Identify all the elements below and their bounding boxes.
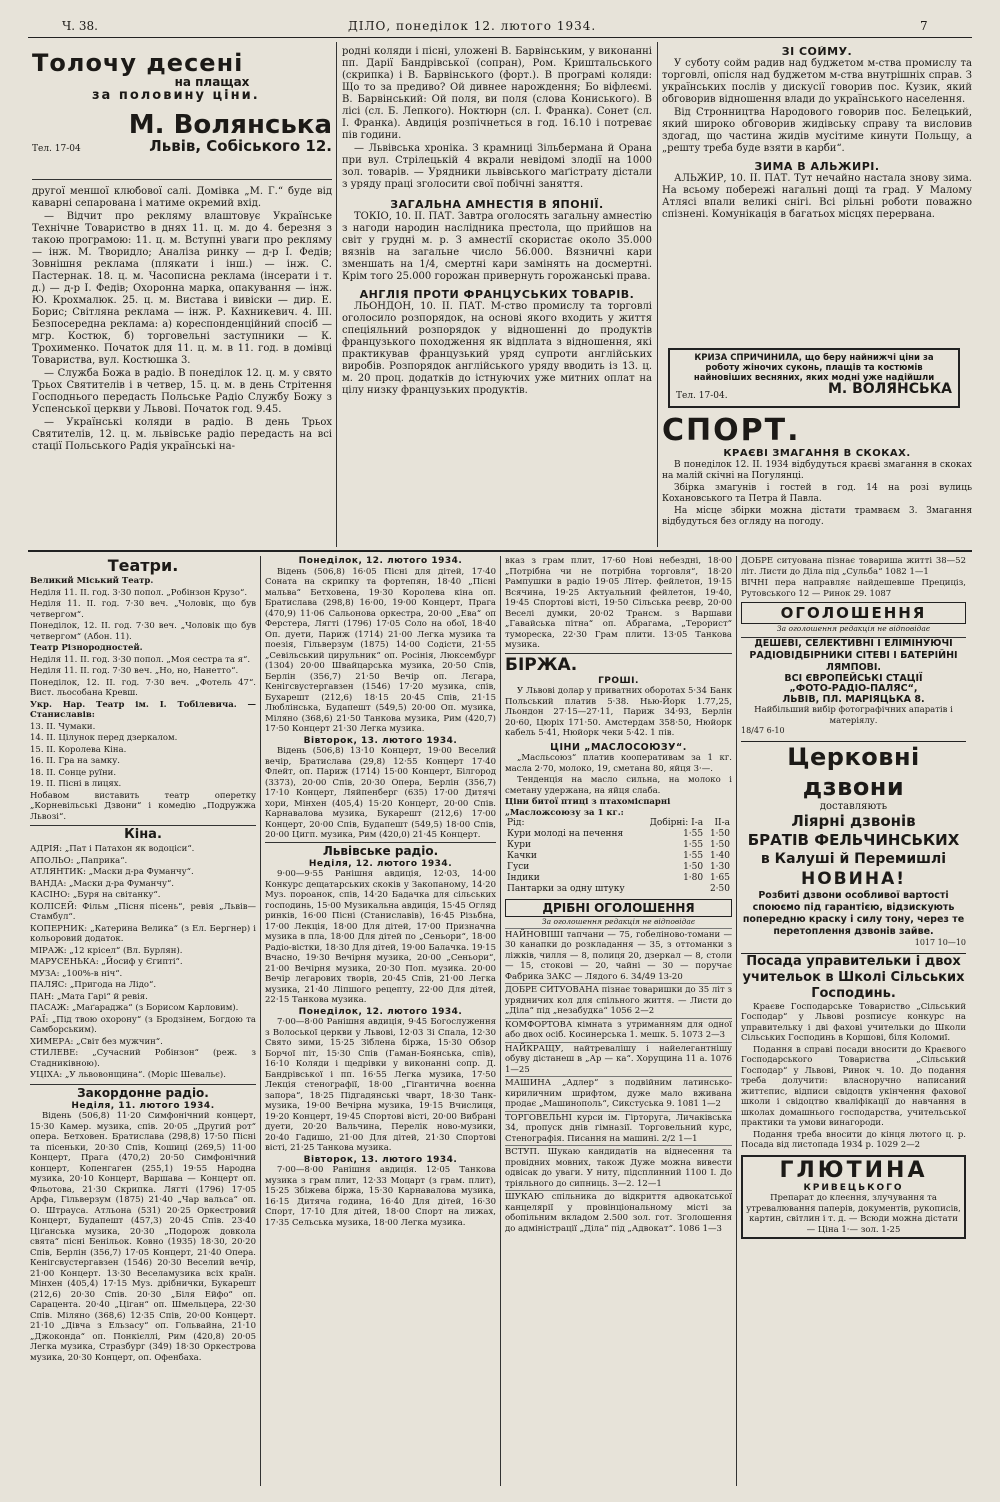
cinema-item: СТИЛЕВЕ: „Сучасний Робінзон“ (реж. з Стадниківною). xyxy=(30,1048,256,1069)
ad-volyanska-2 xyxy=(668,348,960,408)
glue-sub: КРИВЕЦЬКОГО xyxy=(803,1182,904,1193)
table-cell: 1·50 xyxy=(709,840,730,850)
table-cell: II-a xyxy=(714,818,730,828)
article-text: — Відчит про рекляму влаштовує Українське Технічне Товариство в днях 11. ц. м. до 4. березня з такою програмою: 11. ц. м. Вступні уваги про рекляму — інж. М. Творидло; Аналіза ринку — д-р І. Федів; Зовнішня реклама (плякати і інш.) — інж. С. Пастернак. 18. ц. м. Часописна реклама (інсерати і т. д.) — д-р І. Федів; Охоронна марка, опакування — інж. Ю. Крохмалюк. 25. ц. м. Вистава і вивіски — дир. Е. Борис; Світляна реклама — інж. Р. Кахникевич. 4. III. Безпосередна реклама: а) кореспонденційний спосіб — мгр. Костюк, б) торговельні заступники — К. Трохименко. Початок для 11. ц. м. в 11. год. в домівці Товариства, вул. Костюшка 3. xyxy=(32,211,332,366)
classified-item: ДОБРЕ ситуована пізнає товариша житті 38—52 літ. Листи до Діла під „Сульба“ 1082 1—1 xyxy=(741,556,966,577)
radio-program: Відень (506,8) 11·20 Симфонічний концерт, 15·30 Камер. музика, спів. 20·05 „Другий рот“ опера. Бетховен. Братислава (298,8) 17·50 Пісні та пісеньки, 20·30 Спів, Кошиці (269,5) 11·00 Концерт, Прага (470,2) 20·50 Симфонічний концерт, Копенгаген (255,1) 19·55 Народна музика, 20·10 Концерт, Варшава — Концерт оп. Фльотова, 21·30 Скрипка. Лягті (1796) 17·05 Арфа, Гільверзум (1875) 21·40 „Чар вальса“ оп. О. Штрауса. Атльона (531) 20·25 Оркестровий Концерт, Будапешт (457,3) 20·45 Спів. 23·40 Ціґанська музика, 20·30 „Подорож довкола свята“ пісні Бенільок. Ковно (1935) 18·30, 20·20 Спів, Берлін (356,7) 17·05 Концерт, 21·40 Опера. Кенігсвустергавзен (1546) 20·30 Веселий вечір, 21·00 Концерт. 13·30 Веселамузика всіх країн. Мінхен (405,4) 17·15 Муз. дрібнички, Букарешт (212,6) 20·30 Спів. 20·30 „Біля Ейфо“ оп. Сарацента. 20·40 „Ціган“ оп. Шмельцера, 22·30 Спів. Міляно (368,6) 12·35 Спів, 20·00 Концерт. 21·10 „Дівча з Ельзасу“ оп. Гольвайна, 21·10 „Джоконда“ оп. Понкієллі, Рим (420,8) 20·05 Легка музика, Стразбург (349) 18·30 Оркестрова музика, 20·30 Концерт, оп. Офенбаха. xyxy=(30,1111,256,1363)
column-rule xyxy=(657,42,658,547)
list-item: Неділя 11. II. год. 3·30 попол. „Моя сестра та я“. xyxy=(30,654,251,665)
prices-table xyxy=(505,818,732,895)
classified-item: ВІЧНІ пера направляє найдешевше Прециціз, Рутовського 12 — Ринок 29. 1087 xyxy=(741,578,966,599)
article-text: — Українські коляди в радіо. В день Трьох Святителів, 12. ц. м. львівське радіо передасть на всі стації Польського Радія українські на- xyxy=(32,417,332,452)
article-text: другої меншої клюбової салі. Домівка „М. Г.“ буде від каварні сепарована і матиме окремий вхід. xyxy=(32,186,332,209)
headline-algeria: ЗИМА В АЛЬЖИРІ. xyxy=(754,160,880,173)
table-cell: Індики xyxy=(507,873,540,883)
radio-day: Понеділок, 12. лютого 1934. xyxy=(298,1006,463,1017)
list-item: Театр Різнородностей. xyxy=(30,643,143,653)
table-cell: 1·65 xyxy=(709,873,730,883)
issue-number: Ч. 38. xyxy=(62,19,98,33)
classified-item: НАЙНОВІШІ тапчани — 75, гобеліново-томани — 30 канапки до розкладання — 35, з оттоманки з ліжків, чилля — 8, полиця 20, дзеркал — 8, столи — 15, стокові — 20, чайні — 30 — поручає Фабрика ЗАКС — Лядого 6. 34/49 13-20 xyxy=(505,929,732,982)
article-text: ТОКІО, 10. II. ПАТ. Завтра оголосять загальну амнестію з нагоди народин наслідника престола, що прийшов на світ у грудні м. р. З амнестії скористає около 35.000 вязнів на загальне число 56.000. Вязничні кари зменшать на 1/4, смертні кари замінять на досмертні. Крім того 25.000 горожан привернуть горожанські права. xyxy=(342,211,652,282)
job-text: Подання в справі посади вносити до Краєвого Господарського Товариства „Сільський Господар“ у Львові, Ринок ч. 10. До подання треба долучити: власноручно написаний життєпис, відписи свідоцтв укінчення фахової школи і свідоцтво кваліфікації до навчання в школах домашнього господарства, учительської практики та умови винагороди. xyxy=(741,1044,966,1128)
table-cell xyxy=(641,884,705,895)
column-rule xyxy=(500,556,501,1486)
list-item: 18. II. Сонце руїни. xyxy=(30,767,117,778)
article-text: — Служба Божа в радіо. В понеділок 12. ц. м. у свято Трьох Святителів і в четвер, 15. ц. м. в день Стрітення Господнього передасть Польське Радіо Службу Божу з Успенської церкви у Львові. Початок год. 9.45. xyxy=(32,368,332,415)
list-item: Неділя 11. II. год. 7·30 веч. „Но, но, Нанетто“. xyxy=(30,666,239,676)
exchange-sub: ГРОШІ. xyxy=(598,675,639,686)
table-cell: Пантарки за одну штуку xyxy=(507,884,625,894)
radio-palace-ad xyxy=(741,637,966,737)
article-text: В понеділок 12. II. 1934 відбудуться краєві змагання в скоках на малій скічні на Погулянці. xyxy=(662,460,972,481)
radio-program: 9·00—9·55 Ранішня авдиція, 12·03, 14·00 Конкурс дещатарських скоків у Закопаному, 14·20 Муз. пороанок, спів, 14·20 Бадачка для сільських господинь, 15·00 Музикальна авдиція, 15·45 Огляд ринків, 16·00 Пісні (Станиславів), 16·45 Різьбна, 17·00 Лекція, 18·00 Для дітей, 17·00 Призначна музика в пла, 18·00 Для дітей по „Сеньори“, 18·00 Радіо-вістки, 18·30 Для дітей, 19·00 Балачка. 19·15 Вчасно, 19·30 Вечірня музика, 20·00 „Сеньори“, 21·00 Вечірня музика, 20·30 Поп. музика. 20·00 Вечір легарових творів, 20·45 Спів, 21·00 Легка музика, 21·40 Ліпшого рецепту, 22·00 Для дітей, 22·15 Танкова музика. xyxy=(265,869,496,1005)
job-ad xyxy=(741,953,966,1151)
cinema-item: МАРУСЕНЬКА: „Йосиф у Єгипті“. xyxy=(30,957,183,967)
cinema-list xyxy=(30,844,256,1081)
classified-item: НАЙКРАЩУ, найтревалішу і найелегантнішу обуву дістанеш в „Ар — ка“. Хорущина 11 а. 1076 1—25 xyxy=(505,1043,732,1075)
list-item: Понеділок, 12. II. год. 7·30 веч. „Фотель 47“. Вист. льособана Кревш. xyxy=(30,677,256,698)
column-rule xyxy=(260,556,261,1486)
radio-column xyxy=(265,556,496,1486)
article-text: — Львівська хроніка. З крамниці Зільбермана й Орана при вул. Стрілецькій 4 вкрали невідомі злодії на 1000 зол. товарів. — Урядники львівського маґістрату дістали з уряду праці зголосити свої побічні заняття. xyxy=(342,143,652,190)
table-cell: 1·55 xyxy=(683,851,704,861)
article-text: Збірка змагунів і гостей в год. 14 на розі вулиць Кохановського та Петра й Павла. xyxy=(662,483,972,504)
table-cell: 1·55 xyxy=(683,829,704,839)
article-text: ЛЬОНДОН, 10. II. ПАТ. М-ство промислу та торговлі оголосило розпорядок, на основі якого входить у життя спеціяльний розпорядок у відношенні до продуктів французького походження як відплата з відношення, які практикував французький уряд супроти англійських виробів. Розпорядок англійського уряду вводить із 13. ц. м. 20 проц. додатків до істнуючих уже митних оплат на цілу низку французьких продуктів. xyxy=(342,301,652,396)
column-3 xyxy=(662,46,972,346)
market-column xyxy=(505,556,732,1486)
cinema-title: Кіна. xyxy=(30,825,256,844)
column-1 xyxy=(32,186,332,548)
table-row xyxy=(505,829,732,840)
bells-line: Ліярні дзвонів xyxy=(791,812,916,830)
ad-brand: М. Волянська xyxy=(128,110,332,140)
cinema-item: ПАЛЯС: „Пригода на Лідо“. xyxy=(30,980,157,990)
list-item: 13. II. Чумаки. xyxy=(30,721,96,732)
table-cell: Кури xyxy=(507,840,532,850)
cinema-item: РАЇ: „Під твою охорону“ (з Бродзінем, Богдою та Самборським). xyxy=(30,1014,256,1035)
bells-title: Церковні дзвони xyxy=(787,742,920,801)
table-cell: Качки xyxy=(507,851,537,861)
radio-program: Відень (506,8) 13·10 Концерт, 19·00 Веселий вечір, Братислава (29,8) 12·55 Концерт 17·40 Флейт, оп. Париж (1714) 15·00 Концерт, Білгород (3373), 20·00 Спів, 20·30 Опера, Берлін (356,7) 17·10 Концерт, Ляйпенберг (635) 17·00 Дитячі хори, Мінхен (405,4) 15·20 Концерт, 20·00 Спів. Карнавалова музика, Букарешт (212,6) 17·00 Концерт, 20·00 Спів, Будапешт (549,5) 18·00 Спів, 20·00 Цигп. музика, Рим (420,0) 21·45 Концерт. xyxy=(265,746,496,840)
prices-table-head: Ціни битої птиці з птахоміспарні „Масложсоюзу за 1 кг.: xyxy=(505,797,671,818)
glue-text: Препарат до клеєння, злучування та утревалювання паперів, документів, рукописів, картин, світлин і т. д. — Всюди можна дістати — Ціна 1·— зол. 1-25 xyxy=(746,1193,961,1235)
ad-address: ЛЬВІВ, ПЛ. МАРІЯЦЬКА 8. xyxy=(782,693,925,705)
table-row xyxy=(505,851,732,862)
bells-text: Розбиті дзвони особливої вартості споюємо під гарантією, відзискують попередню краску і силу тону, через те перетоплення дзвонів зайве. xyxy=(742,890,965,937)
theatres-title: Театри. xyxy=(107,556,179,575)
cinema-item: ПАН: „Мата Гарі“ й ревія. xyxy=(30,991,148,1002)
table-row xyxy=(505,862,732,873)
cinema-item: МУЗА: „100%-в ніч“. xyxy=(30,968,123,979)
classified-item: ШУКАЮ спільника до відкриття адвокатської канцелярії у провінціональному місті за обопільним вкладом 2.500 зол. гот. Зголошення до адміністрації „Діла“ під „Адвокат“. 1086 1—3 xyxy=(505,1192,732,1234)
ad-phone: Тел. 17-04 xyxy=(32,144,81,154)
list-item: 14. II. Цілунок перед дзеркалом. xyxy=(30,733,178,743)
table-header xyxy=(505,818,732,829)
table-cell: Добірні: I-a xyxy=(649,818,704,828)
table-row xyxy=(505,840,732,851)
table-row xyxy=(505,873,732,884)
column-rule xyxy=(736,556,737,1486)
column-2 xyxy=(342,46,652,546)
ad-phone: Тел. 17-04. xyxy=(676,391,728,401)
classified-item: ТОРГОВЕЛЬНІ курси ім. Гірторуга, Личаківська 34, пропуск днів гімназії. Торговельний курс, Стенографія. Писання на машині. 2/2 1—1 xyxy=(505,1112,732,1144)
article-text: На місце збірки можна дістати трамваєм 3. Змагання відбудуться без огляду на погоду. xyxy=(662,506,972,527)
list-item: Неділя 11. II. год. 7·30 веч. „Чоловік, що був четвергом“. xyxy=(30,599,256,620)
glue-title: ГЛЮТИНА xyxy=(779,1157,928,1183)
list-item: Неділя 11. II. год. 3·30 попол. „Робінзон Крузо“. xyxy=(30,587,248,598)
article-text: АЛЬЖИР, 10. II. ПАТ. Тут нечайно настала знову зима. На всьому побережі нагальні дощі та град. У Малому Атлясі впали великі снігі. Всі рільні роботи поважно спізнені. Комунікація в багатьох місцях перервана. xyxy=(662,173,972,220)
prices-text: „Масльсоюз“ платив кооперативам за 1 кг. масла 2·70, молоко, 19, сметана 80, яйця 3·—. xyxy=(505,753,732,774)
glue-ad xyxy=(741,1155,966,1240)
table-cell: 1·50 xyxy=(683,862,704,872)
list-item: Укр. Нар. Театр ім. І. Тобілевича. — Станиславів: xyxy=(30,699,256,720)
classified-item: ДОБРЕ СИТУОВАНА пізнає товаришки до 35 літ з урядничих кол для спільного життя. — Листи до „Діла“ під „незабудка“ 1056 2—2 xyxy=(505,985,732,1016)
article-text: У суботу сойм радив над буджетом м-ства промислу та торговлі, опісля над буджетом м-ства внутрішніх справ. З українських послів у дискусії говорив пос. Кузик, який обговорив відношення влади до українського населення. xyxy=(662,58,972,105)
radio-abroad-title: Закордонне радіо. xyxy=(30,1084,256,1101)
cinema-item: АПОЛЬО: „Паприка“. xyxy=(30,855,128,866)
lviv-radio-title: Львівське радіо. xyxy=(265,842,496,859)
sport-section xyxy=(662,414,972,548)
headline-sejm: ЗІ СОЙМУ. xyxy=(781,46,853,58)
classifieds-note: За оголошення редакція не відповідає xyxy=(541,917,696,926)
bells-line: БРАТІВ ФЕЛЬЧИНСЬКИХ xyxy=(747,831,960,849)
ad-number: 18/47 6-10 xyxy=(741,726,785,735)
job-title: Посада управительки і двох учительок в Школі Сільських Господинь. xyxy=(742,953,965,1001)
cinema-item: ХИМЕРА: „Світ без мужчин“. xyxy=(30,1036,163,1047)
article-text: родні коляди і пісні, уложені В. Барвінським, у виконанні пп. Дарії Бандрівської (сопран), Ром. Криштальського (скрипка) і В. Барвінського (форт.). В програмі коляди: Що то за предиво? Ой дивнее нарождення; Бо віфлеємі. В. Барвінський: Ой поля, ви поля (слова Кониського). В лісі (сл. Б. Лепкого). Ноктюрн (сл. І. Франка). Сонет (сл. І. Франка). Авдиція розпічнеться в год. 16.10 і потреває пів години. xyxy=(342,46,652,141)
article-text: Від Стронництва Народового говорив пос. Белецький, який широко обговорив жидівську справу та висловив здогад, що частина жидів мусітиме кинути Польщу, а „решту треба буде взяти в карби“. xyxy=(662,107,972,154)
table-cell: Гуси xyxy=(507,862,530,872)
cinema-item: АДРІЯ: „Пат і Патахон як водоціси“. xyxy=(30,844,195,854)
sport-title: СПОРТ. xyxy=(662,414,801,448)
ad-brand: „ФОТО-РАДІО-ПАЛЯС“, xyxy=(789,683,918,694)
cinema-item: ВАНДА: „Маски д-ра Фуманчу“. xyxy=(30,878,175,889)
bells-sub: доставляють xyxy=(819,800,888,812)
radio-program: Відень (506,8) 16·05 Пісні для дітей, 17·40 Соната на скрипку та фортепян, 18·40 „Пісні мальва“ Бетховена, 19·30 Королева кіна оп. Братислава (298,8) 16·00, 19·00 Концерт, Прага (470,9) 11·06 Сальонова оркестра, 20·00 „Ева“ оп Ферстера, Лягті (1796) 17·05 Соло на обої, 18·40 Оп. дуети, Париж (1714) 21·00 Легка музика та поезія, Гільверзум (1875) 14·00 Содісти, 21·55 „Севільський цирульник“ оп. Росінія, Люксембург (1304) 20·00 Швайцарська музика, 20·50 Спів, Берлін (356,7) 21·50 Вечір оп. Лєгара, Кенігсвустергавзен (1546) 17·20 музика, спів, Бухарешт (212,6) 18·15 20·45 Спів, 21·15 Люблінська, Будапешт (549,5) 20·00 Оп. музика, Міляно (368,6) 21·50 Танкова музика, Рим (420,7) 17·50 Концерт 21·30 Легка музика. xyxy=(265,566,496,734)
list-item: Великий Міський Театр. xyxy=(30,576,154,586)
headline-england: АНГЛІЯ ПРОТИ ФРАНЦУСЬКИХ ТОВАРІВ. xyxy=(359,288,635,301)
table-cell: 1·80 xyxy=(683,873,704,883)
ad-number: 1017 10—10 xyxy=(914,938,966,947)
list-item: 15. II. Королева Кіна. xyxy=(30,744,127,755)
table-cell: Рід: xyxy=(507,818,525,828)
cinema-item: ПАСАЖ: „Маґараджа“ (з Борисом Карловим). xyxy=(30,1003,239,1013)
table-cell: 1·30 xyxy=(709,862,730,872)
prices-text: Тенденція на масло сильна, на молоко і сметану удержана, на яйця слаба. xyxy=(505,775,732,796)
classified-item: КОМФОРТОВА кімната з утриманням для одної або двох осіб. Косинерська 1. мешк. 5. 1073 2—3 xyxy=(505,1019,732,1040)
radio-program: 7·00—8·00 Ранішня авдиція. 12·05 Танкова музика з грам плит, 12·33 Моцарт (з грам. плит), 15·25 Збіжева біржа, 15·30 Карнавалова музика, 16·15 Дитяча година, 16·40 Для дітей, 16·30 Спорт, 17·10 Для дітей, 18·00 Спорт на лижах, 17·35 Сельська музика, 18·00 Легка музика. xyxy=(265,1165,496,1228)
table-row xyxy=(505,884,732,895)
cinema-item: АТЛЯНТИК: „Маски д-ра Фуманчу“. xyxy=(30,867,194,877)
ad-text: Найбільший вибір фотографічних апаратів і матеріялу. xyxy=(754,705,953,726)
ads-column xyxy=(741,556,966,1486)
list-item: 16. II. Гра на замку. xyxy=(30,756,120,766)
cinema-item: КОЛІСЕЙ: Фільм „Пісня пісень“, ревія „Львів—Стамбул“. xyxy=(30,901,256,922)
table-cell: 2·50 xyxy=(709,884,730,894)
masthead: ДІЛО, понеділок 12. лютого 1934. xyxy=(348,19,597,33)
radio-day: Неділя, 12. лютого 1934. xyxy=(308,858,453,869)
classifieds-title: ДРІБНІ ОГОЛОШЕННЯ xyxy=(505,899,732,917)
page-header xyxy=(28,18,972,38)
ad-brand: М. ВОЛЯНСЬКА xyxy=(827,381,952,397)
ad-title: Толочу десені xyxy=(32,50,244,77)
ad-address: Львів, Собіського 12. xyxy=(149,137,332,155)
list-item: Нобавом виставить театр оперетку „Корневільські Дзвони“ і комедію „Подружжа Львозі“. xyxy=(30,790,256,822)
prices-title: ЦІНИ „МАСЛОСОЮЗУ“. xyxy=(550,741,687,753)
classified-item: ВСТУП. Шукаю кандидатів на віднесення та провідних мовних, також Дуже можна вивести одвісак до уваги. У ниту, підсплинний 1100 І. До тріяльного до сипниць. 3—2. 12—1 xyxy=(505,1147,732,1189)
list-item: Понеділок, 12. II. год. 7·30 веч. „Чоловік що був четвергом“ (Абон. 11). xyxy=(30,621,256,642)
job-text: Краєве Господарське Товариство „Сільський Господар“ у Львові розписує конкурс на управительку і дві фахові учительки до Школи Сільських Господинь в Коршові, біля Коломиї. xyxy=(741,1001,966,1043)
theatres-column xyxy=(30,556,256,1486)
column-rule xyxy=(336,42,337,547)
table-cell: Кури молоді на печення xyxy=(507,829,624,839)
ad-text: ДЕШЕВІ, СЕЛЕКТИВНІ І ЕЛІМІНУЮЧІ РАДІОВІДБІРНИКИ СІТЕВІ І БАТЕРІЙНІ ЛЯМПОВІ. xyxy=(749,637,958,673)
ad-text: КРИЗА СПРИЧИНИЛА, що беру найнижчі ціни за роботу жіночих суконь, плащів та костюмів найновіших весняних, яких модні уже надійшли xyxy=(693,353,935,383)
section-rule xyxy=(28,550,972,552)
bells-line: НОВИНА! xyxy=(800,869,906,889)
classified-item: МАШИНА „Адлер“ з подвійним латинсько-кириличним шрифтом, дуже мало вживана продає „Машинополь“, Сикстуська 9. 1081 1—2 xyxy=(505,1078,732,1109)
classifieds-list xyxy=(505,928,732,1235)
job-text: Подання треба вносити до кінця лютого ц. р. Посада від листопада 1934 р. 1029 2—2 xyxy=(741,1129,966,1150)
ad-sub: на плащах xyxy=(174,75,250,89)
exchange-title: БІРЖА. xyxy=(505,653,732,676)
radio-program: вказ з грам плит, 17·60 Нові небездні, 18·00 „Потрібна чи не потрібна торговля“, 18·20 Рампушки в радіо 19·05 Літер. фейлетон, 19·15 Всячина, 19·25 Актуальний фейлетон, 19·40, 19·45 Спортові вісті, 19·50 Сільська реєвр, 20·00 Веселі думки, 20·02 Трансм. з Варшави „Гавайська пітна“ оп. Абрагама, „Терорист“ туморескa, 22·30 Грам плити. 13·05 Танкова музика. xyxy=(505,556,732,650)
table-cell: 1·50 xyxy=(709,829,730,839)
announcements-note: За оголошення редакція не відповідає xyxy=(776,624,931,633)
table-cell: 1·55 xyxy=(683,840,704,850)
sport-headline: КРАЄВІ ЗМАГАННЯ В СКОКАХ. xyxy=(723,448,911,459)
cinema-item: КАСІНО: „Буря на світанку“. xyxy=(30,890,161,900)
ad-text: ВСІ ЄВРОПЕЙСЬКІ СТАЦІЇ xyxy=(784,672,923,684)
cinema-item: МІРАЖ: „12 крісел“ (Вл. Бурлян). xyxy=(30,945,183,956)
ad-volyanska xyxy=(32,50,332,180)
headline-amnesty: ЗАГАЛЬНА АМНЕСТІЯ В ЯПОНІЇ. xyxy=(390,198,604,211)
radio-day: Вівторок, 13. лютого 1934. xyxy=(303,735,458,746)
table-cell: 1·40 xyxy=(709,851,730,861)
page-number: 7 xyxy=(920,19,928,33)
radio-day: Вівторок, 13. лютого 1934. xyxy=(303,1154,458,1165)
announcements-title: ОГОЛОШЕННЯ xyxy=(741,602,966,624)
cinema-item: УЦІХА: „У львовонщина“. (Моріс Шевальє). xyxy=(30,1070,226,1080)
bells-line: в Калуші й Перемишлі xyxy=(760,851,947,867)
radio-day: Неділя, 11. лютого 1934. xyxy=(71,1100,215,1111)
cinema-item: КОПЕРНИК: „Катерина Велика“ (з Ел. Бергнер) і кольоровий додаток. xyxy=(30,923,256,944)
bells-ad xyxy=(741,741,966,949)
list-item: 19. II. Пісні в лицях. xyxy=(30,779,122,789)
radio-program: 7·00—8·00 Ранішня авдиція, 9·45 Богослуження з Волоської церкви у Львові, 12·03 Зі Спала, 12·30 Свято зими, 15·25 Зіблена біржа, 15·30 Обзор Борчої піт, 15·30 Спів (Гаман-Боянська, спів), 16·10 Коляди і щедрівки у виконанні сопр. Д. Бандрівської і пп. 16·55 Легка музика, 17·50 Лекція стенографії, 18·00 „Гігантична воєнна запора“, 18·25 Підгадянські чварт, 18·30 Танк-музика, 19·00 Вечірна музика, 19·15 Вчислиця, 19·20 Концерт, 19·45 Спортові вісті, 20·00 Вибрані дуети, 20·20 Вальчина, Перелік ново-музики, 20·40 Гадишо, 21·00 Для дітей, 21·30 Спортові вісті, 21·25 Танкова музика. xyxy=(265,1017,496,1153)
exchange-text: У Львові долар у приватних оборотах 5·34 Банк Польський платив 5·38. Нью-Йорк 1.77,25, Льондон 27·15—27·11, Париж 34·93, Берлін 20·60, Цюріх 171·50. Амстердам 358·50, Нюйорк кабель 5·41, Нюйорк чеки 5·42. 1 пів. xyxy=(505,686,732,738)
radio-day: Понеділок, 12. лютого 1934. xyxy=(298,556,463,566)
ad-sub: за половину ціни. xyxy=(92,88,260,103)
